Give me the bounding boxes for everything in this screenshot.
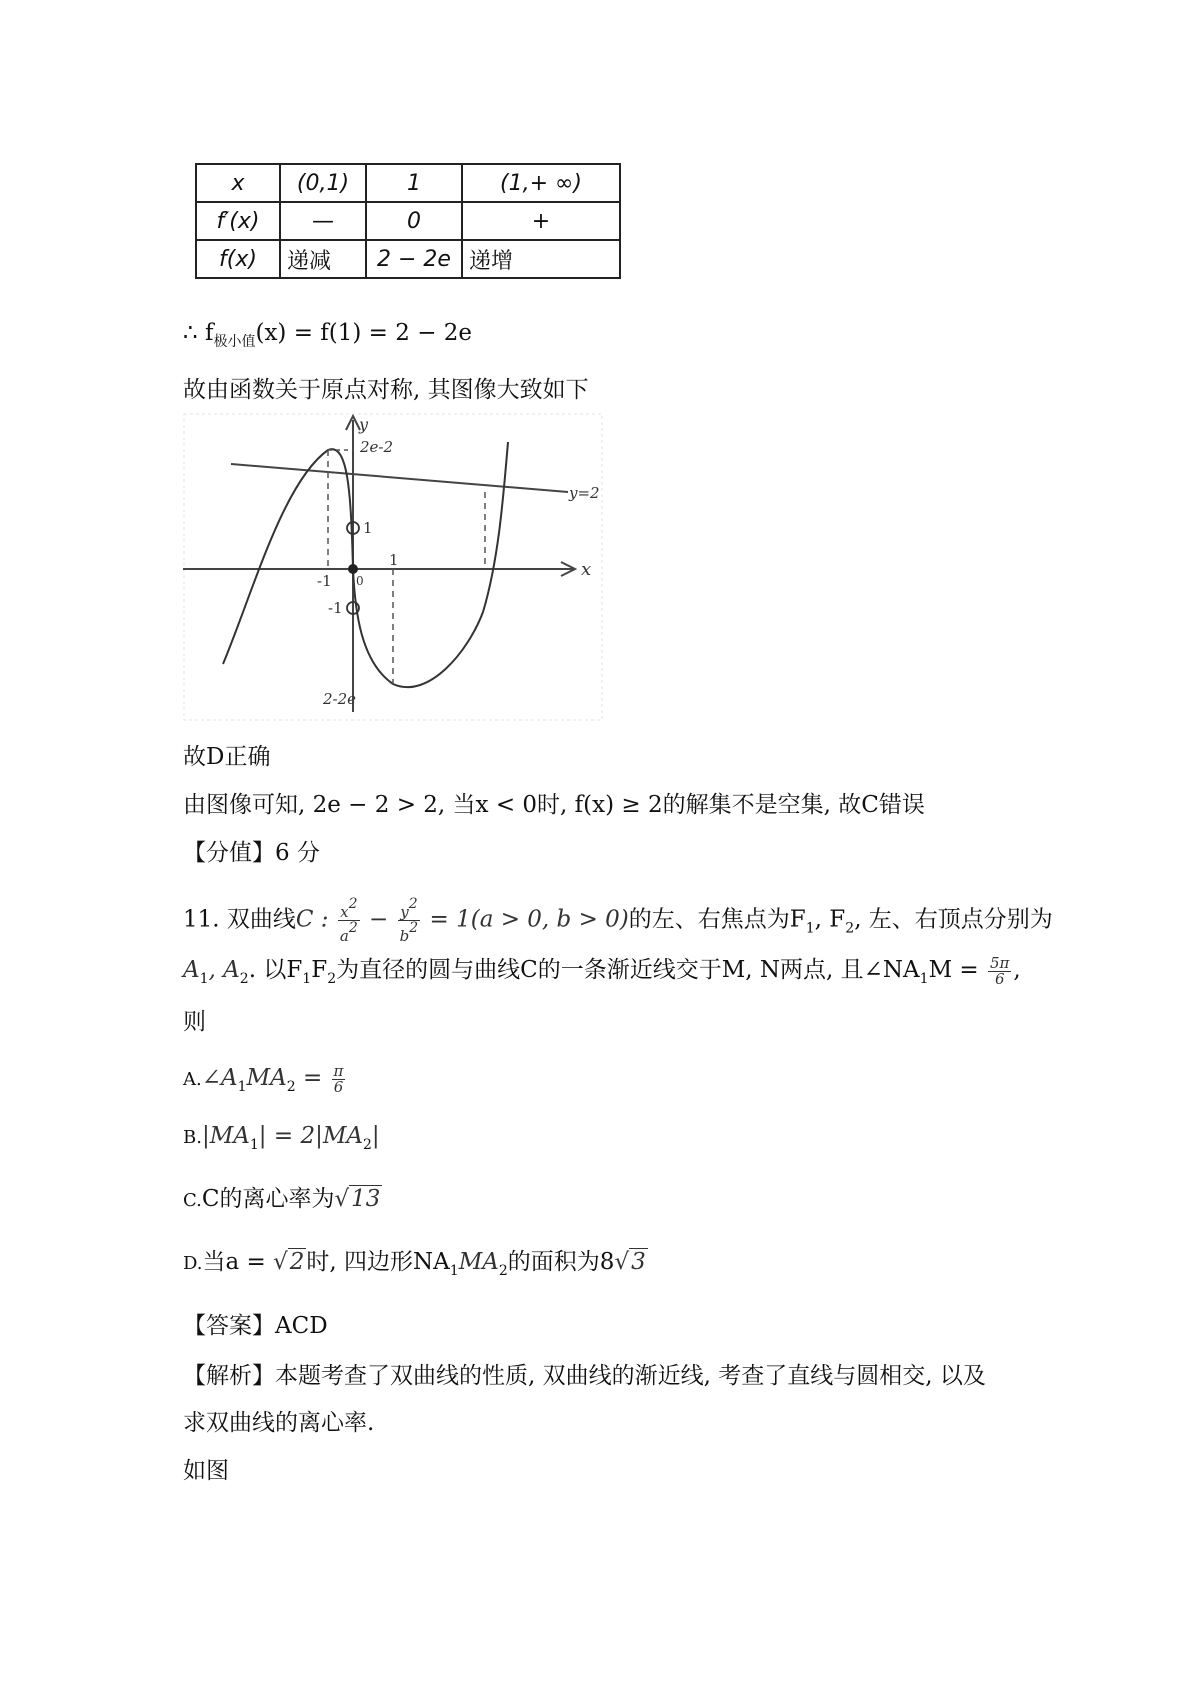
table-cell: (1,+ ∞) <box>462 164 620 202</box>
vertex-a2: , A <box>208 957 240 983</box>
denominator-b: b <box>399 927 410 945</box>
option-d-text-3: MA <box>458 1249 499 1275</box>
option-a-eq: = <box>295 1065 330 1091</box>
question-text-1c: , 左、右顶点分别为 <box>854 906 1053 933</box>
option-d-text-4: 的面积为8 <box>507 1249 615 1275</box>
option-d-label: D. <box>183 1253 203 1274</box>
peak-label: 2e-2 <box>360 438 394 456</box>
y2-line-label: y=2 <box>569 484 600 502</box>
angle-denominator: 6 <box>994 969 1005 988</box>
line-y-equals-2 <box>231 464 568 492</box>
symmetry-line: 故由函数关于原点对称, 其图像大致如下 <box>183 377 589 403</box>
table-cell: 递减 <box>280 240 366 278</box>
table-cell: 0 <box>366 202 462 240</box>
option-d: D.当a = √2时, 四边形$NA_1MA_2$的面积为8√3 <box>183 1249 646 1279</box>
table-cell: — <box>280 202 366 240</box>
question-text-2d: F <box>311 957 328 983</box>
option-a: $A.\angle A_1MA_2$ = $\frac{\pi}{6}$ <box>183 1061 344 1096</box>
option-d-text-2: 时, 四边形NA <box>306 1249 450 1275</box>
table-cell: 递增 <box>462 240 620 278</box>
option-d-text-1: 当a = <box>202 1249 274 1275</box>
x-axis-label: x <box>581 559 592 580</box>
table-cell: (0,1) <box>280 164 366 202</box>
y-neg-one-label: -1 <box>328 599 343 617</box>
trough-label: 2-2e <box>323 690 357 708</box>
option-c: C.C的离心率为√13 <box>183 1186 381 1212</box>
angle-fraction <box>988 953 1011 988</box>
option-a-denominator: 6 <box>333 1077 344 1096</box>
analysis-line-1: 【解析】本题考查了双曲线的性质, 双曲线的渐近线, 考查了直线与圆相交, 以及 <box>183 1363 986 1389</box>
option-c-sqrt: 13 <box>351 1186 381 1212</box>
option-b-end: | <box>371 1123 380 1149</box>
c-wrong-line: 由图像可知, 2e − 2 > 2, 当x < 0时, f(x) ≥ 2的解集不是空集, 故C错误 <box>183 792 925 818</box>
question-text-2e: 为直径的圆与曲线C的一条渐近线交于M, N两点, 且∠NA <box>336 957 920 983</box>
x-one-label: 1 <box>389 551 399 569</box>
question-text-1b: , F <box>814 906 846 933</box>
question-number: 11. 双曲线 <box>183 906 296 933</box>
y-one-label: 1 <box>363 519 373 537</box>
origin-point <box>348 564 358 574</box>
d-correct-line: 故D正确 <box>183 744 271 770</box>
min-value-subscript: 极小值 <box>213 334 256 350</box>
min-value-line <box>183 318 472 357</box>
option-a-text: ∠A <box>201 1065 238 1091</box>
question-text-2c: . 以F <box>248 957 303 983</box>
table-cell: f′(x) <box>196 202 280 240</box>
option-b-text: |MA <box>201 1123 250 1149</box>
question-text-1: 的左、右焦点为F <box>628 906 806 933</box>
denominator-a: a <box>339 927 349 945</box>
option-d-sqrt-1: 2 <box>289 1249 305 1275</box>
x-over-a-fraction: $\frac{x2}{a2}$ <box>339 896 358 945</box>
origin-label: 0 <box>356 574 364 588</box>
option-a-label: A. <box>183 1069 202 1090</box>
option-b: $B.|MA_1| = 2|MA_2|$ <box>183 1123 380 1153</box>
option-c-text: C的离心率为 <box>201 1186 335 1212</box>
table-row <box>196 202 620 240</box>
figure-label: 如图 <box>183 1458 229 1484</box>
question-line-3: 则 <box>183 1009 206 1035</box>
equation-rest: = 1(a > 0, b > 0) <box>422 906 629 933</box>
table-row <box>196 240 620 278</box>
table-cell: x <box>196 164 280 202</box>
analysis-line-2: 求双曲线的离心率. <box>183 1410 375 1436</box>
question-line-2: $A_1$, $A_2$. 以$F_1F_2$为直径的圆与曲线C的一条渐近线交于M, N两点, 且$\angle NA_1M$ = $\frac{5\pi}{6}$ , <box>183 953 1021 988</box>
sign-table <box>195 163 621 279</box>
question-text-2f: M = <box>928 957 987 983</box>
option-a-mid: MA <box>246 1065 287 1091</box>
answer-line: 【答案】ACD <box>183 1313 328 1339</box>
function-curve <box>223 442 508 687</box>
vertex-a1: A <box>183 957 200 983</box>
table-cell: 2 − 2e <box>366 240 462 278</box>
score-line: 【分值】6 分 <box>183 840 320 866</box>
table-cell: f(x) <box>196 240 280 278</box>
option-a-fraction <box>332 1061 346 1096</box>
min-value-prefix: ∴ f <box>183 320 214 346</box>
table-row <box>196 164 620 202</box>
y-axis-label: y <box>359 415 369 434</box>
option-b-label: B. <box>183 1127 202 1148</box>
numerator-x: x <box>340 903 349 921</box>
y-over-b-fraction: $\frac{y2}{b2}$ <box>399 896 419 945</box>
option-b-mid: | = 2|MA <box>258 1123 363 1149</box>
option-c-label: C. <box>183 1190 202 1211</box>
function-graph <box>183 412 603 722</box>
question-text-2-end: , <box>1013 957 1021 983</box>
table-cell: 1 <box>366 164 462 202</box>
angle-numerator: 5π <box>990 953 1010 972</box>
question-c-label: C : <box>295 906 336 933</box>
x-neg-one-label: -1 <box>317 572 332 590</box>
option-a-numerator: π <box>333 1061 344 1080</box>
numerator-y: y <box>400 903 409 921</box>
option-d-sqrt-2: 3 <box>631 1249 646 1275</box>
table-cell: + <box>462 202 620 240</box>
min-value-rest: (x) = f(1) = 2 − 2e <box>255 320 473 346</box>
question-line-1: 11. 双曲线C : $\frac{x2}{a2}$ − $\frac{y2}{b2}$ = 1(a > 0, b > 0)的左、右焦点为$F_1$, $F_2$, 左、右顶点分别为 <box>183 896 1053 945</box>
